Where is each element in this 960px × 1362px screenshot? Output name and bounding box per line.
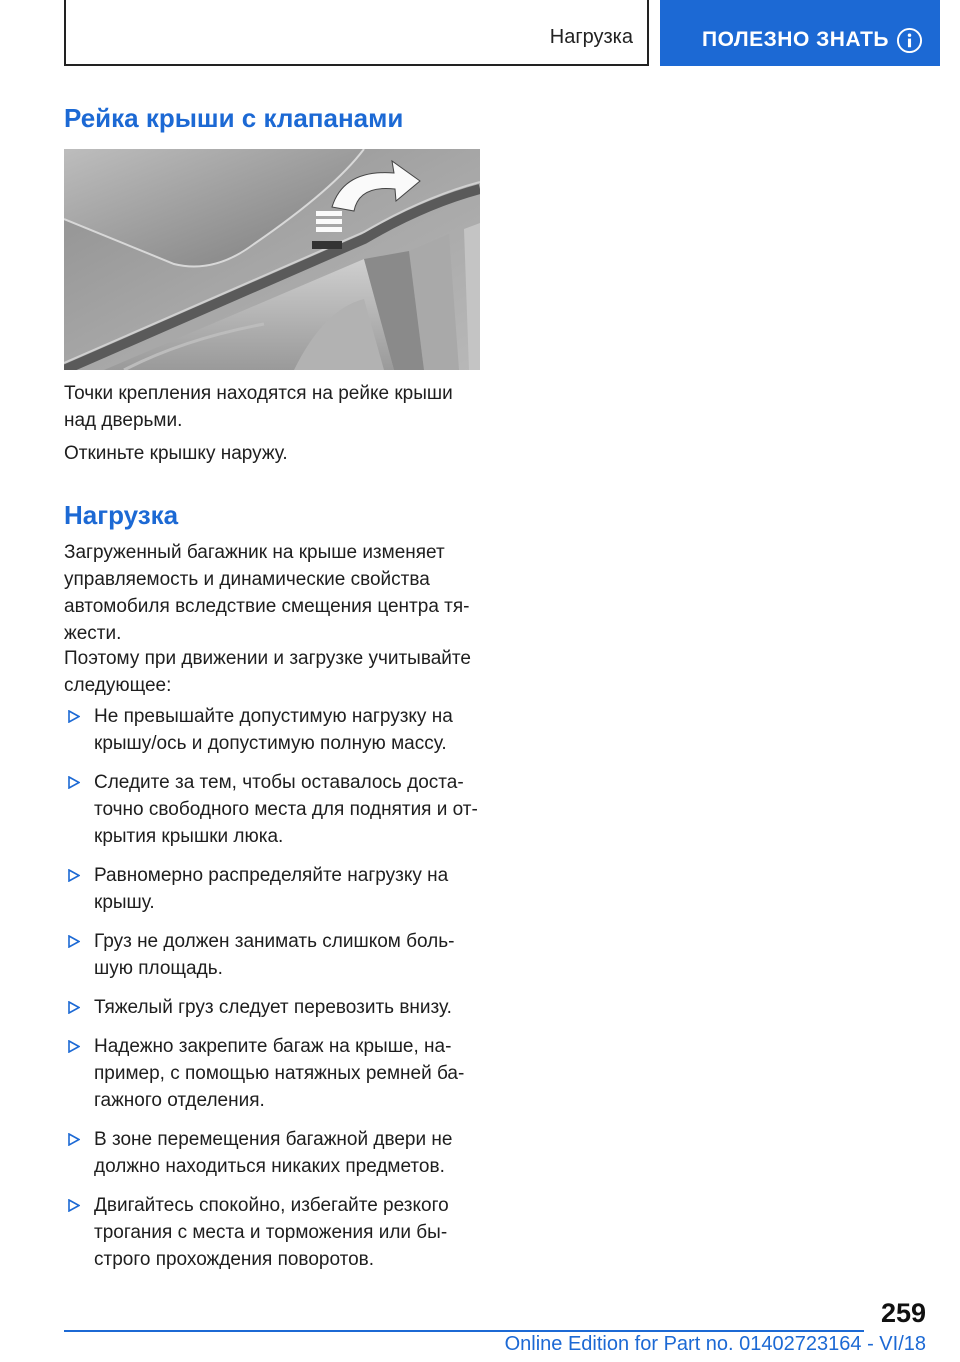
running-header — [64, 0, 649, 66]
load-rules-list — [64, 703, 484, 1285]
list-item-text: Двигайтесь спокойно, избегайте резкого трогания с места и торможения или бы-строго прохождения поворотов. — [94, 1195, 449, 1270]
triangle-bullet-icon — [68, 1199, 80, 1212]
section-title-roof-rail: Рейка крыши с клапанами — [64, 103, 404, 133]
roof-rail-photo — [64, 149, 480, 370]
list-item-text: Груз не должен занимать слишком боль-шую площадь. — [94, 931, 455, 979]
section-title-load: Нагрузка — [64, 500, 179, 530]
triangle-bullet-icon — [68, 869, 80, 882]
info-icon — [896, 27, 923, 54]
triangle-bullet-icon — [68, 1133, 80, 1146]
useful-info-tab[interactable] — [660, 0, 940, 66]
list-item — [64, 769, 484, 850]
load-lead-paragraph: Поэтому при движении и загрузке учитывайте следующее: — [64, 648, 471, 696]
list-item-text: Надежно закрепите багаж на крыше, на-пример, с помощью натяжных ремней ба-гажного отделения. — [94, 1036, 465, 1111]
triangle-bullet-icon — [68, 776, 80, 789]
list-item — [64, 928, 484, 982]
list-item-text: Следите за тем, чтобы оставалось доста-точно свободного места для поднятия и от-крытия крышки люка. — [94, 772, 478, 847]
footer-divider — [64, 1330, 864, 1332]
list-item — [64, 1192, 484, 1273]
list-item — [64, 1126, 484, 1180]
footer-edition-text: Online Edition for Part no. 01402723164 - VI/18 — [504, 1333, 926, 1355]
list-item-text: Равномерно распределяйте нагрузку на крышу. — [94, 865, 449, 913]
list-item-text: Тяжелый груз следует перевозить внизу. — [94, 997, 452, 1018]
list-item-text: Не превышайте допустимую нагрузку на крышу/ось и допустимую полную массу. — [94, 706, 453, 754]
triangle-bullet-icon — [68, 935, 80, 948]
triangle-bullet-icon — [68, 1040, 80, 1053]
useful-info-label: ПОЛЕЗНО ЗНАТЬ — [702, 28, 889, 51]
list-item — [64, 703, 484, 757]
list-item — [64, 994, 484, 1021]
header-section-title: Нагрузка — [549, 26, 633, 48]
load-intro-paragraph: Загруженный багажник на крыше изменяет управляемость и динамические свойства автомобиля вследствие смещения центра тя-жести. — [64, 542, 470, 644]
triangle-bullet-icon — [68, 710, 80, 723]
list-item — [64, 1033, 484, 1114]
triangle-bullet-icon — [68, 1001, 80, 1014]
roof-rail-caption-1: Точки крепления находятся на рейке крыши над дверьми. — [64, 383, 453, 431]
roof-rail-caption-2: Откиньте крышку наружу. — [64, 443, 288, 464]
list-item-text: В зоне перемещения багажной двери не должно находиться никаких предметов. — [94, 1129, 453, 1177]
page-number: 259 — [880, 1298, 926, 1328]
list-item — [64, 862, 484, 916]
